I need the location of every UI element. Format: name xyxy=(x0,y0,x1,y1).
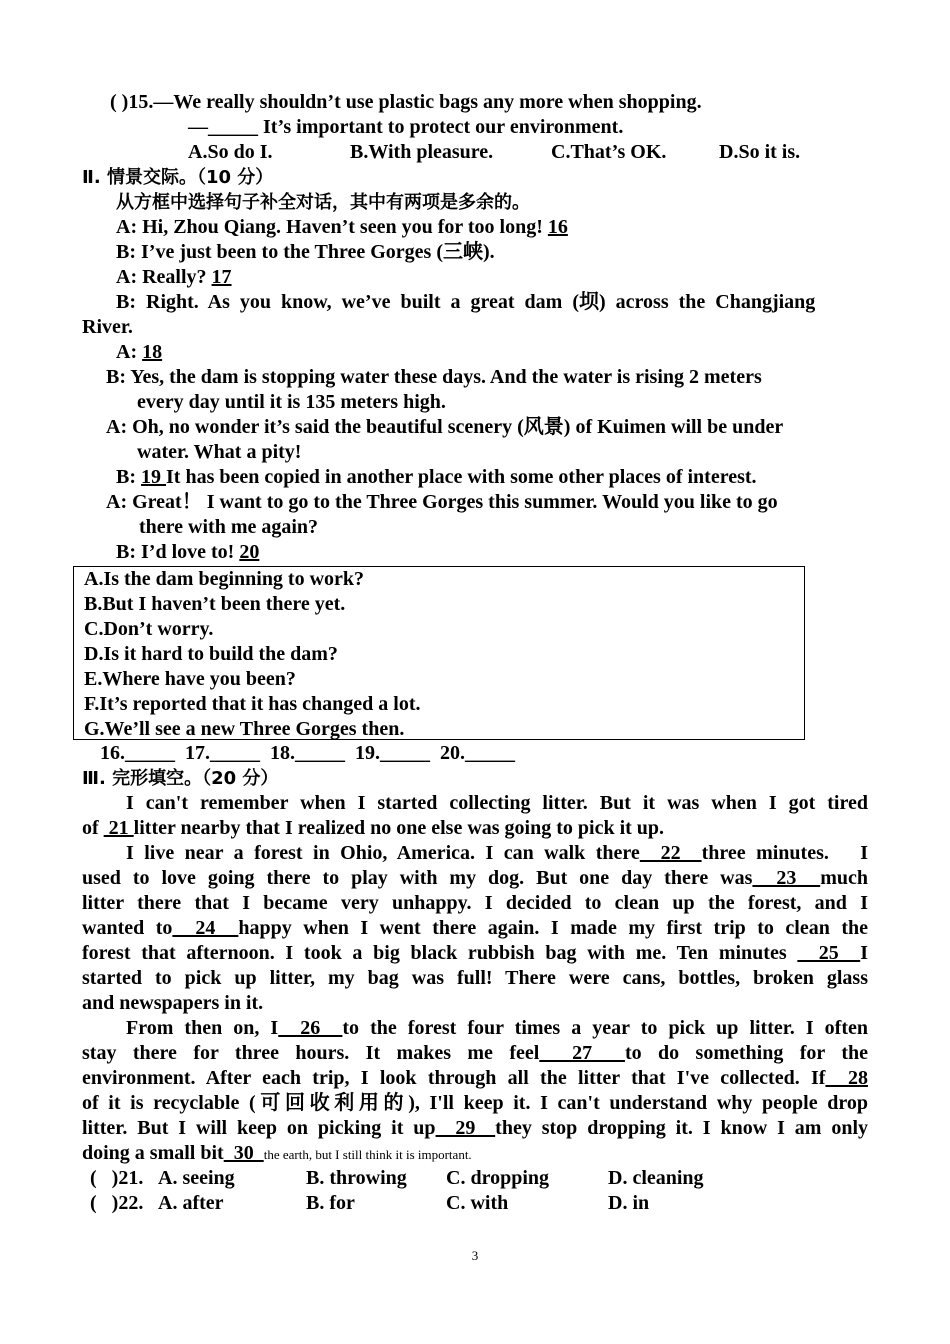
blank-26: 26 xyxy=(278,1017,343,1039)
q15-reply xyxy=(82,115,868,140)
passage-text: stay there for three hours. It makes me feel xyxy=(82,1042,540,1064)
dialog-text: B: xyxy=(116,466,136,488)
blank-24: 24 xyxy=(172,917,239,939)
page-number: 3 xyxy=(471,1248,479,1263)
q15-reply-text: It’s important to protect our environment. xyxy=(258,116,624,138)
passage-line xyxy=(82,916,868,941)
passage-line xyxy=(82,866,868,891)
section2-heading: Ⅱ. 情景交际。（10 分） xyxy=(82,167,274,188)
blank-29: 29 xyxy=(435,1117,496,1139)
passage-line xyxy=(82,1041,868,1066)
dialog-line-8 xyxy=(82,465,868,490)
passage-line: I can't remember when I started collecting litter. But it was when I got tired xyxy=(126,792,868,814)
passage-line: started to pick up litter, my bag was full! There were cans, bottles, broken glass xyxy=(82,967,868,989)
passage-line xyxy=(82,816,868,841)
dialog-text: A: Hi, Zhou Qiang. Haven’t seen you for too long! xyxy=(116,216,543,238)
dialog-line-9: A: Great！ I want to go to the Three Gorges this summer. Would you like to go xyxy=(106,491,778,513)
blank-16: 16 xyxy=(547,216,568,238)
q22-option-a: A. after xyxy=(158,1192,224,1214)
passage-line xyxy=(82,1016,868,1041)
box-option-c: C.Don’t worry. xyxy=(84,618,214,640)
q15-option-d: D.So it is. xyxy=(719,141,801,163)
dialog-line-7b: water. What a pity! xyxy=(137,441,302,463)
dialog-line-1 xyxy=(82,215,868,240)
blank-27: 27 xyxy=(539,1042,625,1064)
passage-text: to the forest four times a year to pick up litter. I often xyxy=(342,1017,868,1039)
worksheet-page-lower xyxy=(82,741,868,1216)
passage-text: environment. After each trip, I look through all the litter that I've collected. If xyxy=(82,1067,826,1089)
dialog-text: B: I’d love to! xyxy=(116,541,235,563)
passage-line xyxy=(82,1116,868,1141)
dialog-line-7: A: Oh, no wonder it’s said the beautiful scenery (风景) of Kuimen will be under xyxy=(106,416,784,438)
passage-text: I xyxy=(860,942,868,964)
passage-text: litter. But I will keep on picking it up xyxy=(82,1117,436,1139)
dialog-line-6b: every day until it is 135 meters high. xyxy=(137,391,446,413)
passage-text: three minutes. I xyxy=(701,842,868,864)
blank-28: 28 xyxy=(825,1067,868,1089)
dialog-text: A: Really? xyxy=(116,266,207,288)
q15-reply-dash: — xyxy=(188,116,208,138)
passage-text: wanted to xyxy=(82,917,173,939)
dialog-line-4: B: Right. As you know, we’ve built a great dam (坝) across the Changjiang xyxy=(116,291,816,313)
box-option-e: E.Where have you been? xyxy=(84,668,296,690)
dialog-line-9b: there with me again? xyxy=(139,516,319,538)
section3-heading: Ⅲ. 完形填空。（20 分） xyxy=(82,768,279,789)
dialog-line-4b: River. xyxy=(82,316,133,338)
q21-number: ( )21. xyxy=(90,1167,144,1189)
passage-text: to do something for the xyxy=(624,1042,868,1064)
options-box xyxy=(73,566,805,740)
section2-instruction: 从方框中选择句子补全对话，其中有两项是多余的。 xyxy=(116,192,530,213)
q15-option-b: B.With pleasure. xyxy=(350,141,494,163)
passage-text: used to love going there to play with my dog. But one day there was xyxy=(82,867,753,889)
passage-line xyxy=(82,1141,868,1166)
blank-23: 23 xyxy=(752,867,821,889)
blank-17: 17 xyxy=(211,266,232,288)
box-option-g: G.We’ll see a new Three Gorges then. xyxy=(84,718,405,740)
passage-text: much xyxy=(820,867,869,889)
passage-text: happy when I went there again. I made my first trip to clean the xyxy=(238,917,869,939)
blank-30: 30 xyxy=(223,1142,264,1164)
passage-text: they stop dropping it. I know I am only xyxy=(495,1117,869,1139)
q22-number: ( )22. xyxy=(90,1192,144,1214)
box-option-f: F.It’s reported that it has changed a lot. xyxy=(84,693,421,715)
q21-option-d: D. cleaning xyxy=(608,1167,704,1189)
q21-row xyxy=(82,1166,868,1191)
q22-option-c: C. with xyxy=(446,1192,509,1214)
dialog-line-2: B: I’ve just been to the Three Gorges (三峡). xyxy=(116,241,495,263)
q15-options xyxy=(82,140,868,165)
passage-line: litter there that I became very unhappy. I decided to clean up the forest, and I xyxy=(82,892,868,914)
blank-20: 20 xyxy=(239,541,260,563)
q15-option-a: A.So do I. xyxy=(188,141,273,163)
q21-option-c: C. dropping xyxy=(446,1167,550,1189)
box-option-b: B.But I haven’t been there yet. xyxy=(84,593,346,615)
q15-stem: ( )15.—We really shouldn’t use plastic bags any more when shopping. xyxy=(110,91,702,113)
blank-18: 18 xyxy=(142,341,163,363)
passage-text: litter nearby that I realized no one else was going to pick it up. xyxy=(133,817,665,839)
passage-text: of xyxy=(82,817,104,839)
dialog-text: It has been copied in another place with some other places of interest. xyxy=(166,466,757,488)
q21-option-a: A. seeing xyxy=(158,1167,235,1189)
q22-option-d: D. in xyxy=(608,1192,650,1214)
dialog-line-6: B: Yes, the dam is stopping water these days. And the water is rising 2 meters xyxy=(106,366,762,388)
blank-19: 19 xyxy=(141,466,166,488)
dialog-line-10 xyxy=(82,540,868,565)
passage-text: From then on, I xyxy=(126,1017,279,1039)
passage-text: doing a small bit xyxy=(82,1142,224,1164)
q15-blank: _____ xyxy=(208,116,258,138)
dialog-line-3 xyxy=(82,265,868,290)
passage-line: and newspapers in it. xyxy=(82,992,264,1014)
passage-text: forest that afternoon. I took a big black rubbish bag with me. Ten minutes xyxy=(82,942,798,964)
blank-21: 21 xyxy=(103,817,134,839)
passage-line xyxy=(82,941,868,966)
passage-line xyxy=(82,841,868,866)
answer-line: 16._____ 17._____ 18._____ 19._____ 20._____ xyxy=(100,742,515,764)
blank-22: 22 xyxy=(639,842,702,864)
q21-option-b: B. throwing xyxy=(306,1167,407,1189)
passage-text-small: the earth, but I still think it is important. xyxy=(263,1147,472,1162)
worksheet-page xyxy=(82,90,868,565)
q22-option-b: B. for xyxy=(306,1192,355,1214)
passage-text: I live near a forest in Ohio, America. I can walk there xyxy=(126,842,640,864)
dialog-line-5 xyxy=(82,340,868,365)
box-option-a: A.Is the dam beginning to work? xyxy=(84,568,365,590)
blank-25: 25 xyxy=(797,942,861,964)
q22-row xyxy=(82,1191,868,1216)
passage-line xyxy=(82,1066,868,1091)
box-option-d: D.Is it hard to build the dam? xyxy=(84,643,338,665)
passage-line: of it is recyclable (可回收利用的), I'll keep it. I can't understand why people drop xyxy=(82,1092,868,1114)
dialog-text: A: xyxy=(116,341,138,363)
q15-option-c: C.That’s OK. xyxy=(551,141,667,163)
